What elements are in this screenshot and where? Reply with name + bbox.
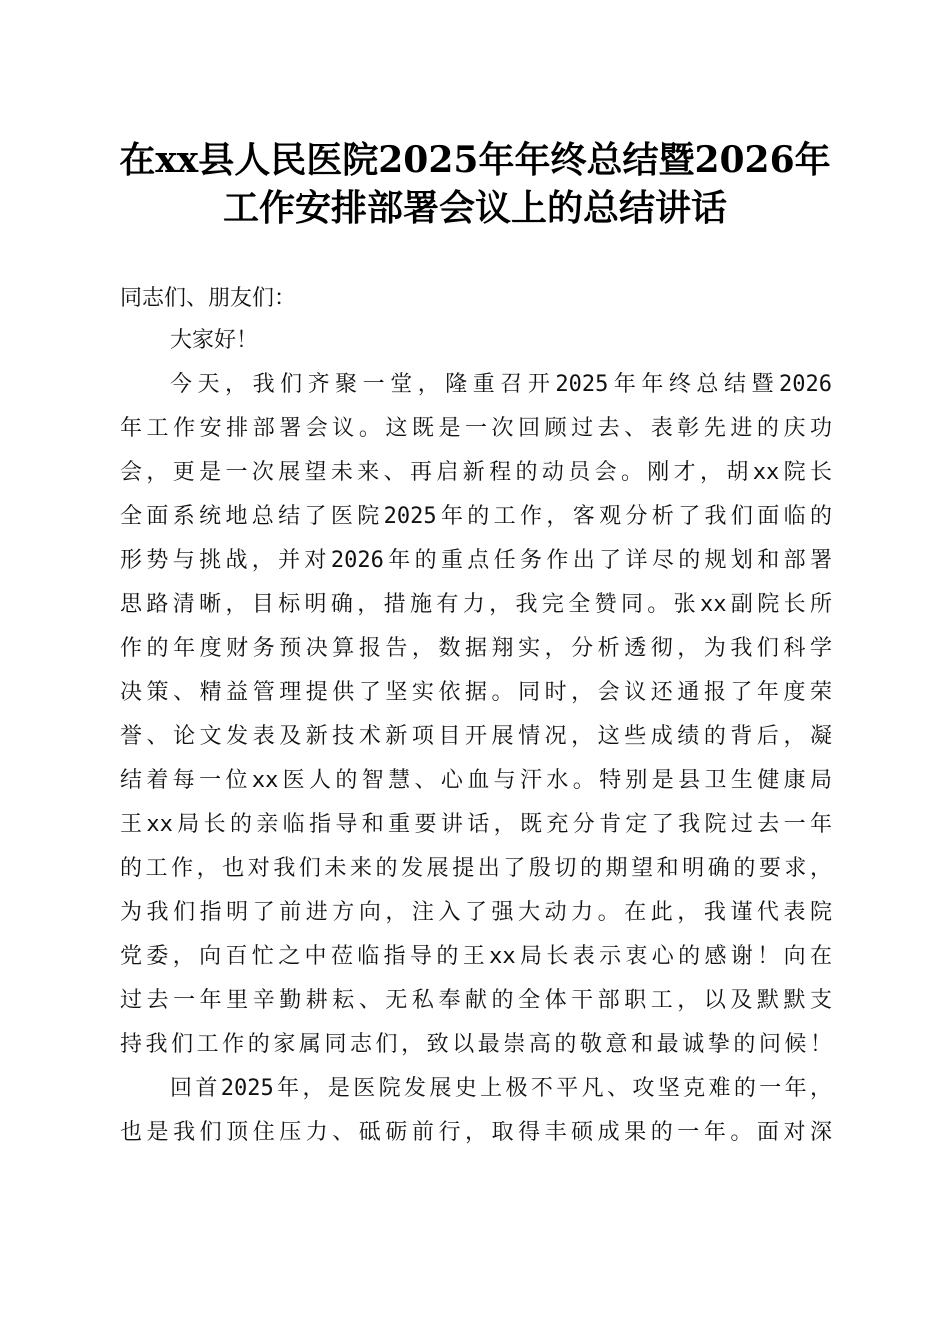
paragraph-line: 作的年度财务预决算报告，数据翔实，分析透彻，为我们科学 [120, 636, 832, 661]
document-title-line-2: 工作安排部署会议上的总结讲话 [222, 187, 727, 229]
paragraph-line: 誉、论文发表及新技术新项目开展情况，这些成绩的背后，凝 [120, 724, 832, 749]
paragraph-line: 的工作，也对我们未来的发展提出了殷切的期望和明确的要求， [120, 856, 832, 881]
paragraph-line: 为我们指明了前进方向，注入了强大动力。在此，我谨代表院 [120, 900, 832, 925]
paragraph-line: 党委，向百忙之中莅临指导的王xx局长表示衷心的感谢！向在 [120, 944, 832, 969]
paragraph-line: 全面系统地总结了医院2025年的工作，客观分析了我们面临的 [120, 504, 832, 529]
paragraph-line: 思路清晰，目标明确，措施有力，我完全赞同。张xx副院长所 [120, 592, 832, 617]
paragraph-line: 结着每一位xx医人的智慧、心血与汗水。特别是县卫生健康局 [120, 768, 832, 793]
paragraph-line: 会，更是一次展望未来、再启新程的动员会。刚才，胡xx院长 [120, 460, 832, 485]
paragraph-line: 决策、精益管理提供了坚实依据。同时，会议还通报了年度荣 [120, 680, 832, 705]
paragraph-line: 持我们工作的家属同志们，致以最崇高的敬意和最诚挚的问候！ [120, 1032, 832, 1057]
paragraph-line: 也是我们顶住压力、砥砺前行，取得丰硕成果的一年。面对深 [120, 1120, 832, 1145]
greeting: 大家好！ [170, 328, 259, 353]
paragraph-line: 年工作安排部署会议。这既是一次回顾过去、表彰先进的庆功 [120, 416, 832, 441]
paragraph-line: 形势与挑战，并对2026年的重点任务作出了详尽的规划和部署 [120, 548, 832, 573]
paragraph-line: 回首2025年，是医院发展史上极不平凡、攻坚克难的一年， [170, 1076, 832, 1101]
paragraph-line: 过去一年里辛勤耕耘、无私奉献的全体干部职工，以及默默支 [120, 988, 832, 1013]
paragraph-line: 今天，我们齐聚一堂，隆重召开2025年年终总结暨2026 [170, 372, 832, 397]
paragraph-line: 王xx局长的亲临指导和重要讲话，既充分肯定了我院过去一年 [120, 812, 832, 837]
document-title-line-1: 在xx县人民医院2025年年终总结暨2026年 [119, 139, 831, 181]
salutation: 同志们、朋友们： [120, 286, 297, 311]
